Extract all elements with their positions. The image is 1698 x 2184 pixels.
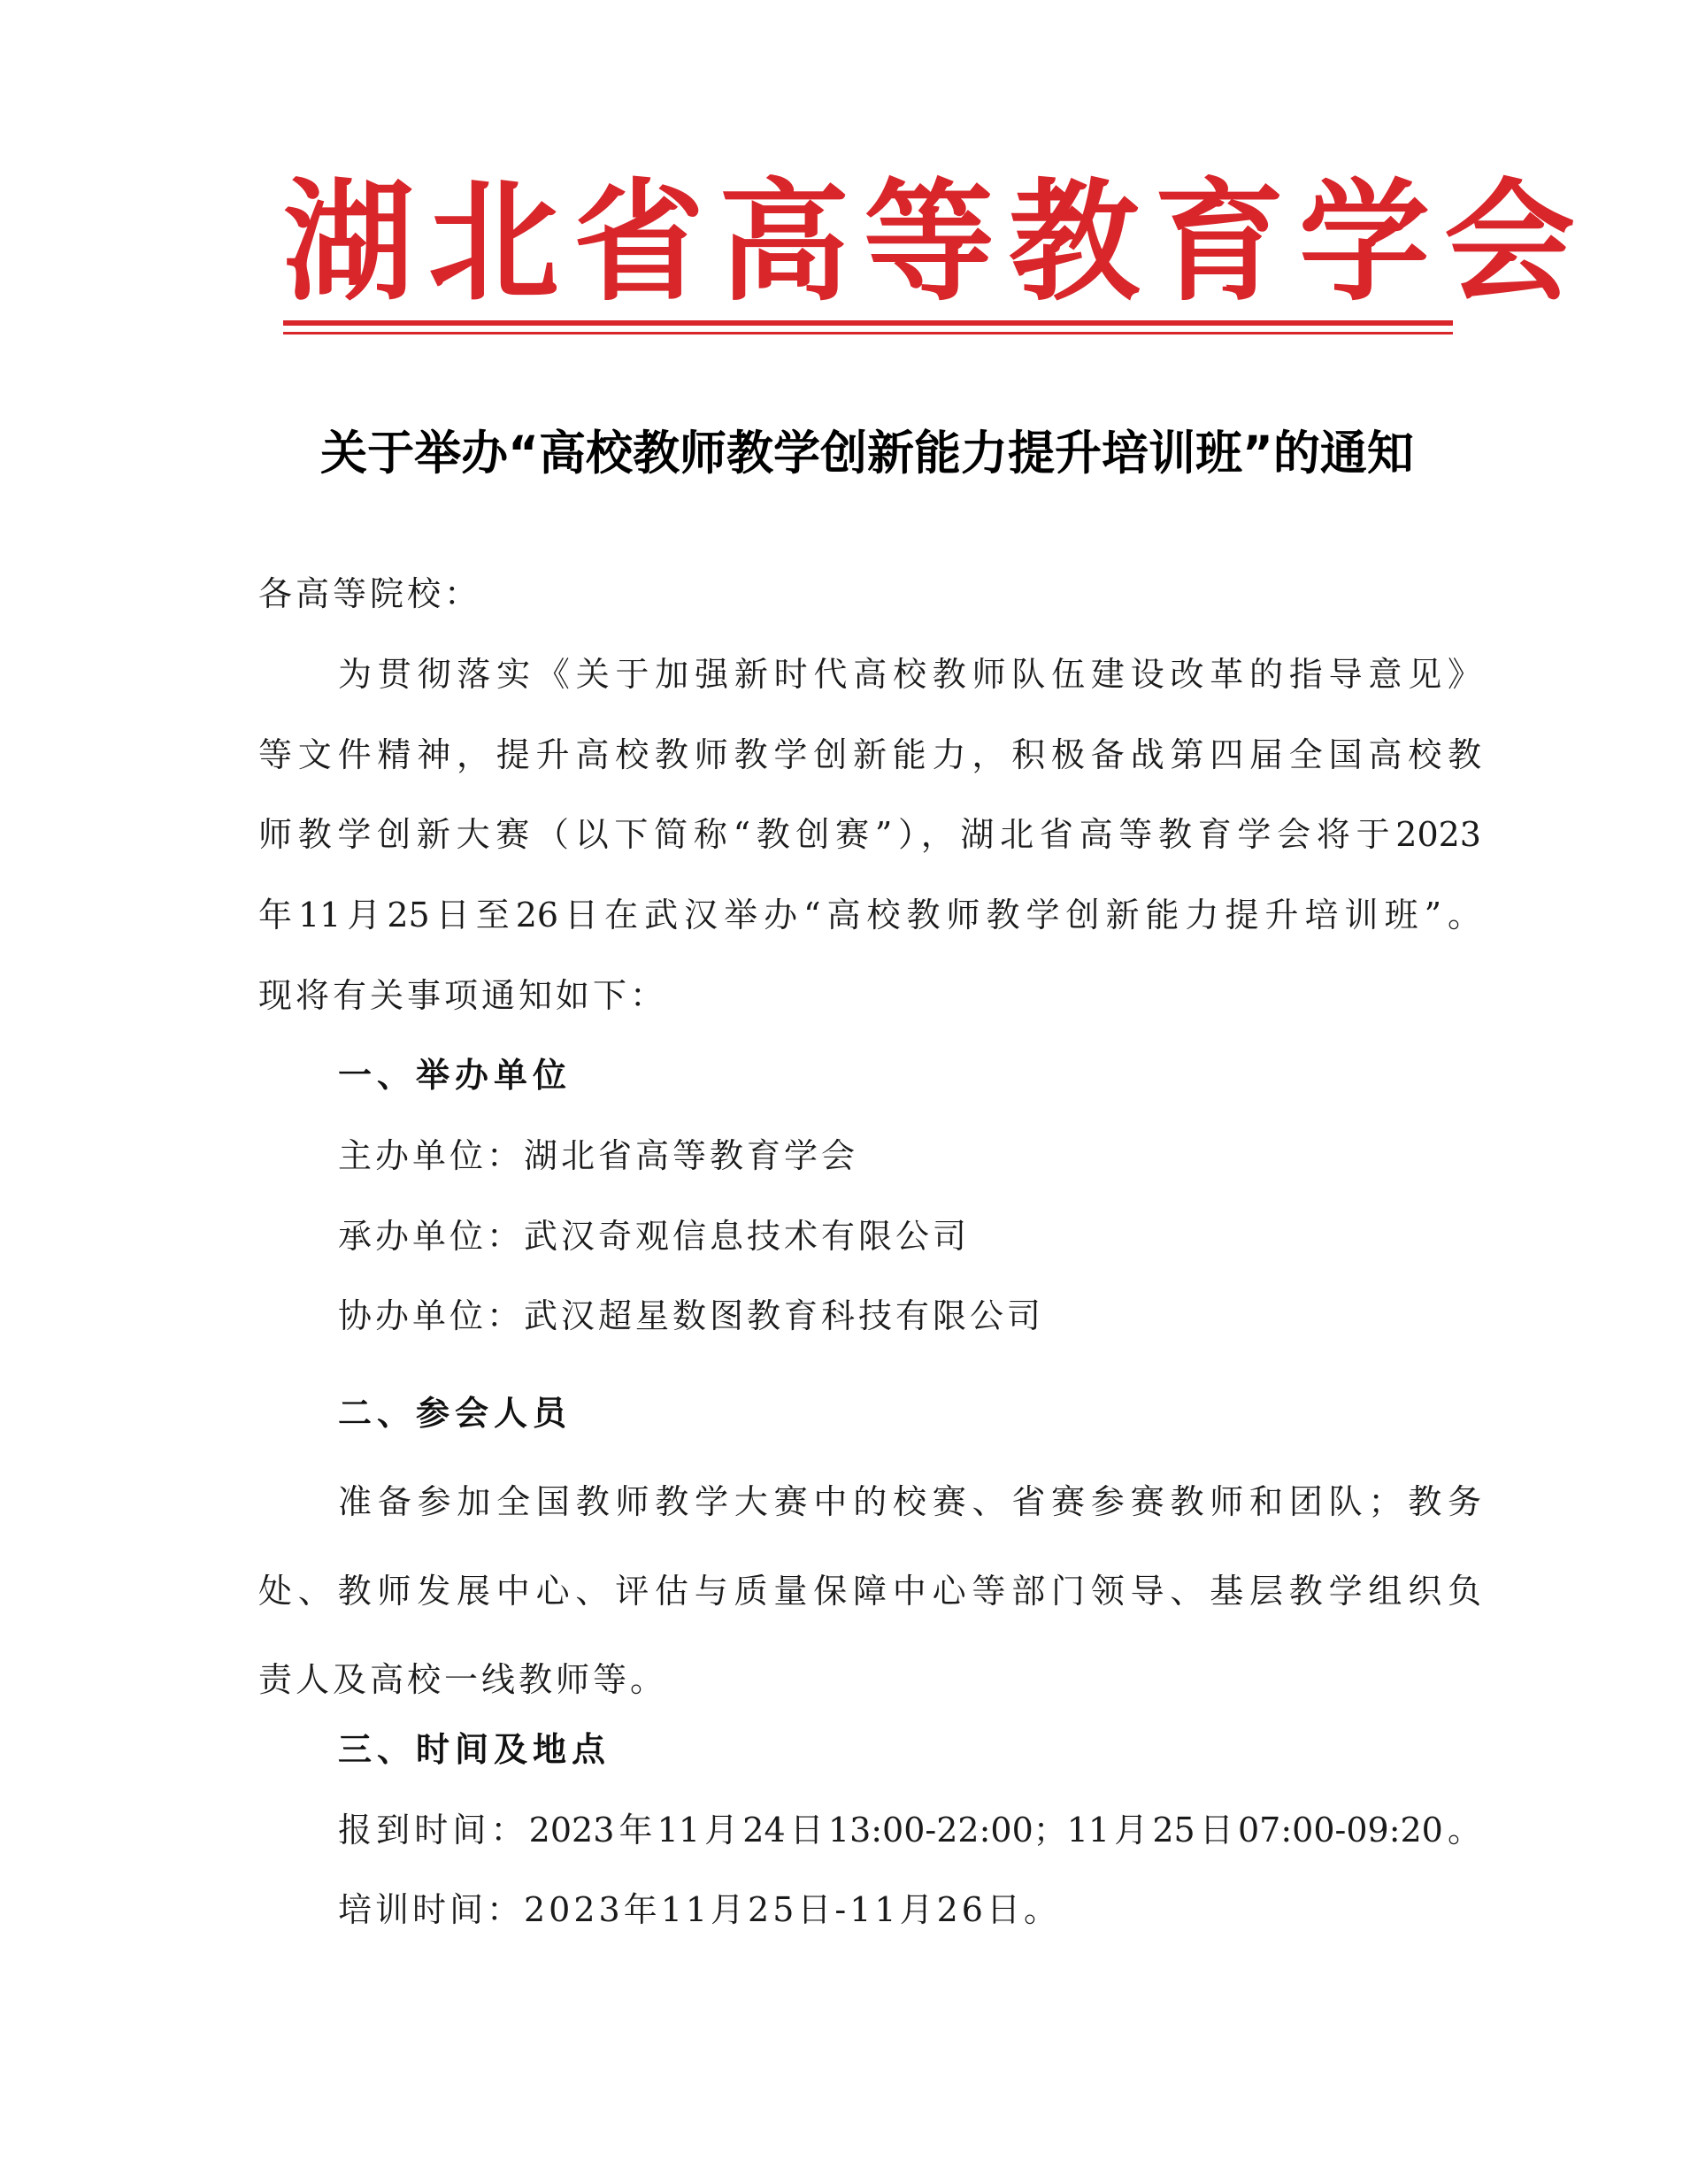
section-3-training-time: 培训时间：2023年11月25日-11月26日。 xyxy=(338,1890,1061,1929)
section-2-line-2: 处、教师发展中心、评估与质量保障中心等部门领导、基层教学组织负 xyxy=(258,1572,1481,1611)
section-2-heading: 二、参会人员 xyxy=(338,1394,572,1433)
section-3-registration-time: 报到时间：2023年11月24日13:00-22:00；11月25日07:00-09:20。 xyxy=(338,1811,1481,1849)
salutation: 各高等院校： xyxy=(258,574,482,613)
org-masthead: 湖北省高等教育学会 xyxy=(283,165,1589,319)
section-1-item-host: 主办单位：湖北省高等教育学会 xyxy=(338,1136,859,1175)
section-3-heading: 三、时间及地点 xyxy=(338,1730,611,1769)
section-2-line-3: 责人及高校一线教师等。 xyxy=(258,1660,668,1699)
masthead-rule-thin xyxy=(283,332,1453,335)
document-title: 关于举办“高校教师教学创新能力提升培训班”的通知 xyxy=(320,427,1414,481)
section-1-item-co-organizer: 协办单位：武汉超星数图教育科技有限公司 xyxy=(338,1296,1045,1335)
section-1-item-organizer: 承办单位：武汉奇观信息技术有限公司 xyxy=(338,1217,971,1256)
intro-line-4: 年11月25日至26日在武汉举办“高校教师教学创新能力提升培训班”。 xyxy=(258,896,1481,934)
masthead-rule-thick xyxy=(283,320,1453,326)
section-2-line-1: 准备参加全国教师教学大赛中的校赛、省赛参赛教师和团队；教务 xyxy=(338,1482,1481,1521)
section-1-heading: 一、举办单位 xyxy=(338,1056,572,1095)
intro-line-1: 为贯彻落实《关于加强新时代高校教师队伍建设改革的指导意见》 xyxy=(338,655,1481,694)
intro-line-3: 师教学创新大赛（以下简称“教创赛”），湖北省高等教育学会将于2023 xyxy=(258,815,1481,854)
intro-line-2: 等文件精神，提升高校教师教学创新能力，积极备战第四届全国高校教 xyxy=(258,735,1481,774)
intro-line-5: 现将有关事项通知如下： xyxy=(258,976,668,1015)
